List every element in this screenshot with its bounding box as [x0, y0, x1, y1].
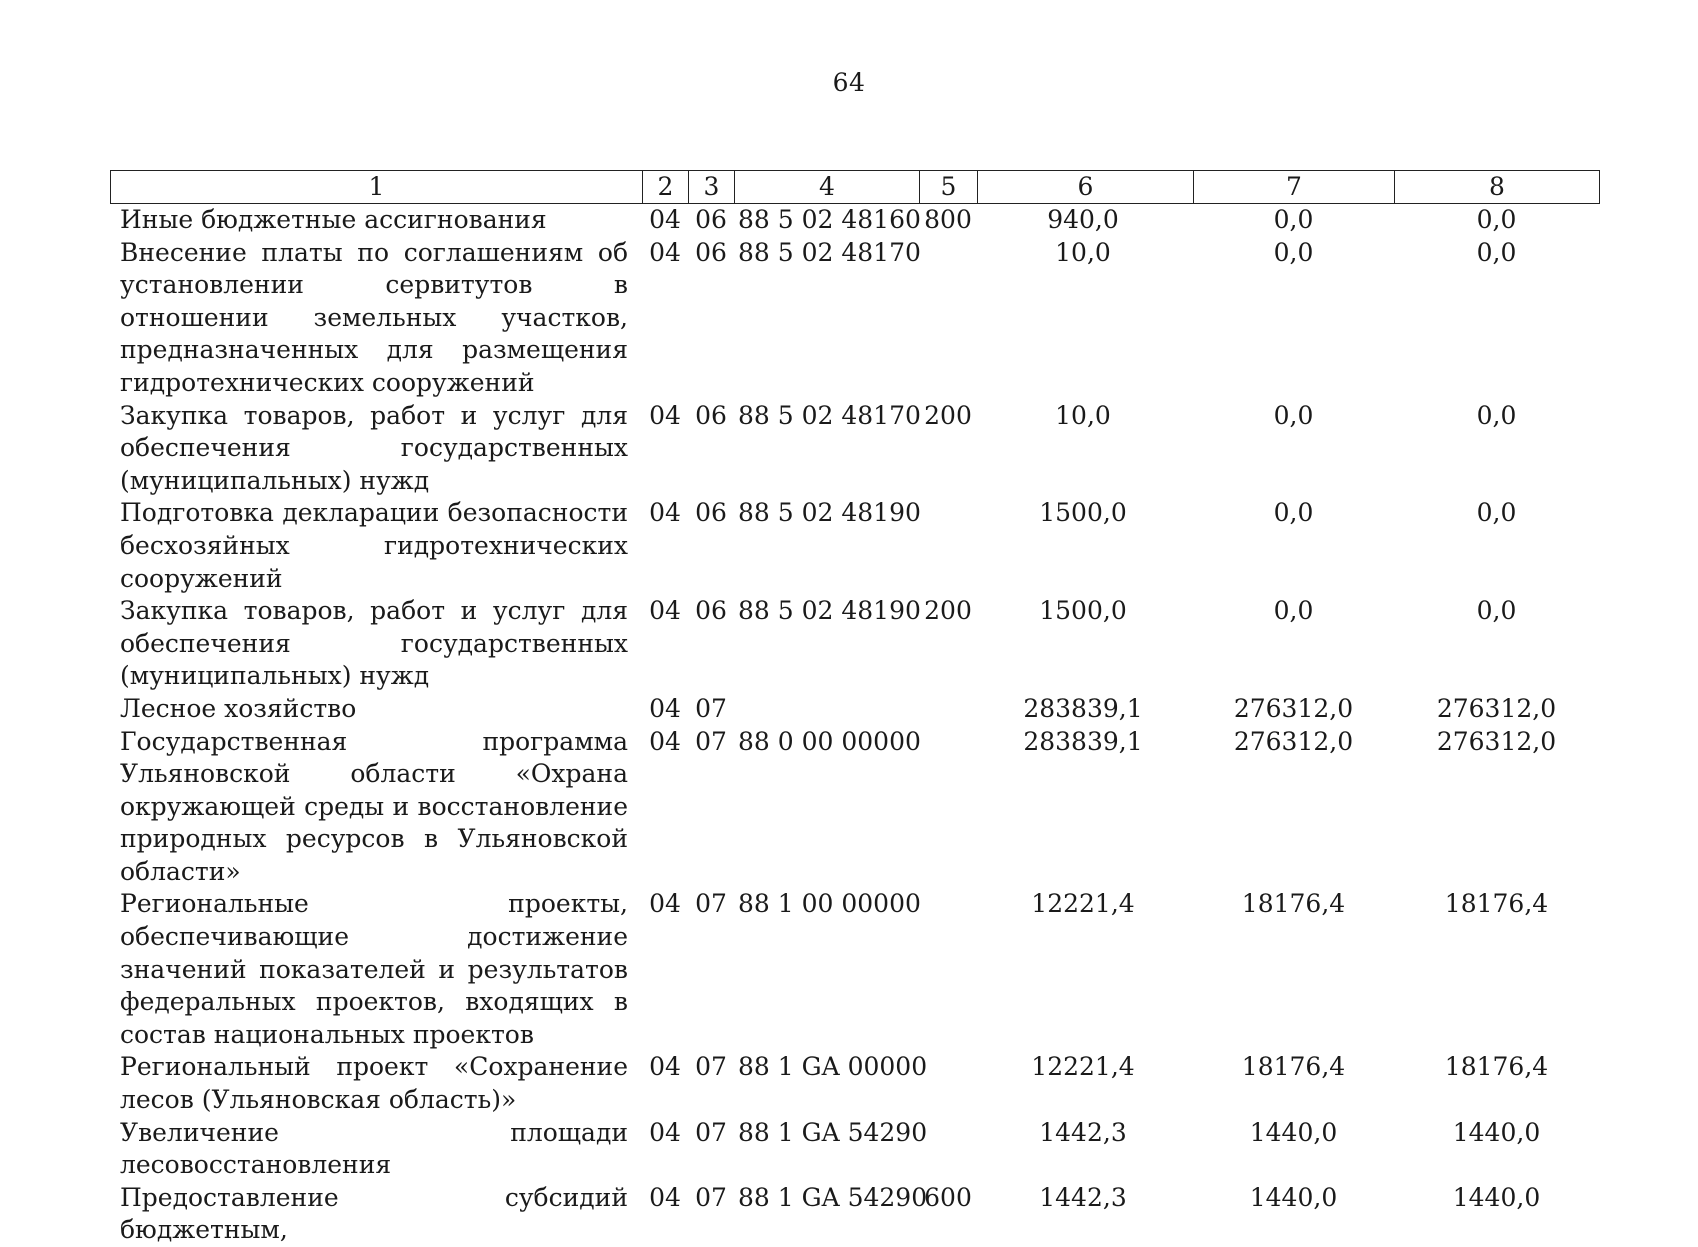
expense-type-code	[919, 237, 977, 400]
section-code: 04	[649, 1052, 681, 1082]
amount-col-7: 1440,0	[1249, 1117, 1338, 1147]
section-code: 04	[649, 498, 681, 528]
subsection-code: 06	[695, 205, 727, 234]
amount-col-7: 276312,0	[1233, 693, 1354, 723]
target-article-code: 88 1 GA 54290	[738, 1182, 928, 1212]
row-description: Подготовка декларации безопасности бесхозяйных гидротехнических сооружений	[120, 498, 628, 593]
table-row	[110, 1117, 1599, 1182]
target-article-code	[734, 693, 919, 726]
amount-col-8: 18176,4	[1444, 889, 1549, 919]
table-row	[110, 204, 1599, 237]
row-description: Внесение платы по соглашениям об установлении сервитутов в отношении земельных участков, предназначенных для размещения гидротехнических сооружений	[120, 237, 628, 397]
amount-col-8: 1440,0	[1452, 1117, 1541, 1147]
amount-col-7: 0,0	[1273, 400, 1314, 430]
expense-type-code	[919, 726, 977, 889]
table-row	[110, 595, 1599, 693]
amount-col-6: 10,0	[1055, 237, 1111, 267]
section-code: 04	[649, 400, 681, 430]
expense-type-code: 200	[924, 400, 972, 430]
section-code: 04	[649, 889, 681, 919]
subsection-code: 07	[695, 1182, 727, 1212]
row-description: Увеличение площади лесовосстановления	[120, 1117, 628, 1180]
page-number: 64	[832, 68, 866, 97]
expense-type-code: 600	[924, 1182, 972, 1212]
target-article-code: 88 5 02 48190	[738, 596, 921, 626]
row-description: Лесное хозяйство	[120, 693, 357, 723]
section-code: 04	[649, 1117, 681, 1147]
row-description: Государственная программа Ульяновской области «Охрана окружающей среды и восстановление природных ресурсов в Ульяновской области»	[120, 726, 628, 886]
section-code: 04	[649, 205, 681, 234]
amount-col-8: 0,0	[1476, 205, 1517, 234]
row-description: Закупка товаров, работ и услуг для обеспечения государственных (муниципальных) нужд	[120, 596, 628, 691]
amount-col-8: 0,0	[1476, 400, 1517, 430]
expense-type-code	[919, 888, 977, 1051]
row-description: Региональный проект «Сохранение лесов (Ульяновская область)»	[120, 1052, 628, 1115]
amount-col-6: 940,0	[1047, 205, 1119, 234]
target-article-code: 88 5 02 48170	[738, 400, 921, 430]
amount-col-6: 283839,1	[1023, 693, 1143, 723]
amount-col-8: 276312,0	[1436, 726, 1557, 756]
section-code: 04	[649, 693, 681, 723]
header-col-7: 7	[1194, 171, 1395, 204]
subsection-code: 06	[695, 498, 727, 528]
amount-col-7: 0,0	[1273, 498, 1314, 528]
amount-col-6: 12221,4	[1031, 1052, 1135, 1082]
table-row	[110, 693, 1599, 726]
table-row	[110, 400, 1599, 498]
table-row	[110, 497, 1599, 595]
budget-table-body	[110, 204, 1599, 1247]
amount-col-8: 1440,0	[1452, 1182, 1541, 1212]
section-code: 04	[649, 237, 681, 267]
table-row	[110, 237, 1599, 400]
subsection-code: 06	[695, 400, 727, 430]
expense-type-code: 800	[924, 205, 972, 234]
expense-type-code	[919, 497, 977, 595]
row-description: Иные бюджетные ассигнования	[120, 205, 547, 234]
section-code: 04	[649, 726, 681, 756]
amount-col-7: 276312,0	[1233, 726, 1354, 756]
target-article-code: 88 1 00 00000	[738, 889, 921, 919]
target-article-code: 88 5 02 48190	[738, 498, 921, 528]
expense-type-code	[919, 693, 977, 726]
amount-col-7: 0,0	[1273, 237, 1314, 267]
header-col-8: 8	[1395, 171, 1600, 204]
header-col-1: 1	[111, 171, 643, 204]
header-col-6: 6	[978, 171, 1194, 204]
subsection-code: 07	[695, 889, 727, 919]
amount-col-8: 0,0	[1476, 498, 1517, 528]
row-description: Региональные проекты, обеспечивающие достижение значений показателей и результатов федеральных проектов, входящих в состав национальных проектов	[120, 889, 628, 1049]
header-col-4: 4	[735, 171, 920, 204]
amount-col-8: 0,0	[1476, 237, 1517, 267]
section-code: 04	[649, 596, 681, 626]
subsection-code: 07	[695, 726, 727, 756]
amount-col-6: 1500,0	[1039, 596, 1127, 626]
header-row	[111, 171, 1600, 204]
header-col-3: 3	[689, 171, 735, 204]
target-article-code: 88 1 GA 00000	[738, 1052, 928, 1082]
amount-col-6: 12221,4	[1031, 889, 1135, 919]
amount-col-7: 0,0	[1273, 205, 1314, 234]
header-col-2: 2	[643, 171, 689, 204]
table-row	[110, 888, 1599, 1051]
amount-col-7: 18176,4	[1241, 889, 1346, 919]
amount-col-7: 1440,0	[1249, 1182, 1338, 1212]
subsection-code: 06	[695, 596, 727, 626]
amount-col-8: 276312,0	[1436, 693, 1557, 723]
row-description: Предоставление субсидий бюджетным,	[120, 1182, 628, 1245]
target-article-code: 88 0 00 00000	[738, 726, 921, 756]
amount-col-8: 18176,4	[1444, 1052, 1549, 1082]
target-article-code: 88 5 02 48160	[738, 205, 921, 234]
amount-col-7: 0,0	[1273, 596, 1314, 626]
table-header	[110, 170, 1600, 204]
amount-col-8: 0,0	[1476, 596, 1517, 626]
amount-col-6: 10,0	[1055, 400, 1111, 430]
amount-col-6: 1500,0	[1039, 498, 1127, 528]
amount-col-6: 1442,3	[1039, 1117, 1127, 1147]
expense-type-code	[919, 1117, 977, 1182]
subsection-code: 07	[695, 1117, 727, 1147]
amount-col-6: 1442,3	[1039, 1182, 1127, 1212]
table-row	[110, 1182, 1599, 1247]
table-row	[110, 1051, 1599, 1116]
budget-table	[110, 204, 1599, 1247]
table-row	[110, 726, 1599, 889]
subsection-code: 06	[695, 237, 727, 267]
subsection-code: 07	[695, 1052, 727, 1082]
header-col-5: 5	[920, 171, 978, 204]
subsection-code: 07	[695, 693, 727, 723]
section-code: 04	[649, 1182, 681, 1212]
amount-col-6: 283839,1	[1023, 726, 1143, 756]
amount-col-7: 18176,4	[1241, 1052, 1346, 1082]
target-article-code: 88 5 02 48170	[738, 237, 921, 267]
row-description: Закупка товаров, работ и услуг для обеспечения государственных (муниципальных) нужд	[120, 400, 628, 495]
expense-type-code: 200	[924, 596, 972, 626]
target-article-code: 88 1 GA 54290	[738, 1117, 928, 1147]
expense-type-code	[919, 1051, 977, 1116]
